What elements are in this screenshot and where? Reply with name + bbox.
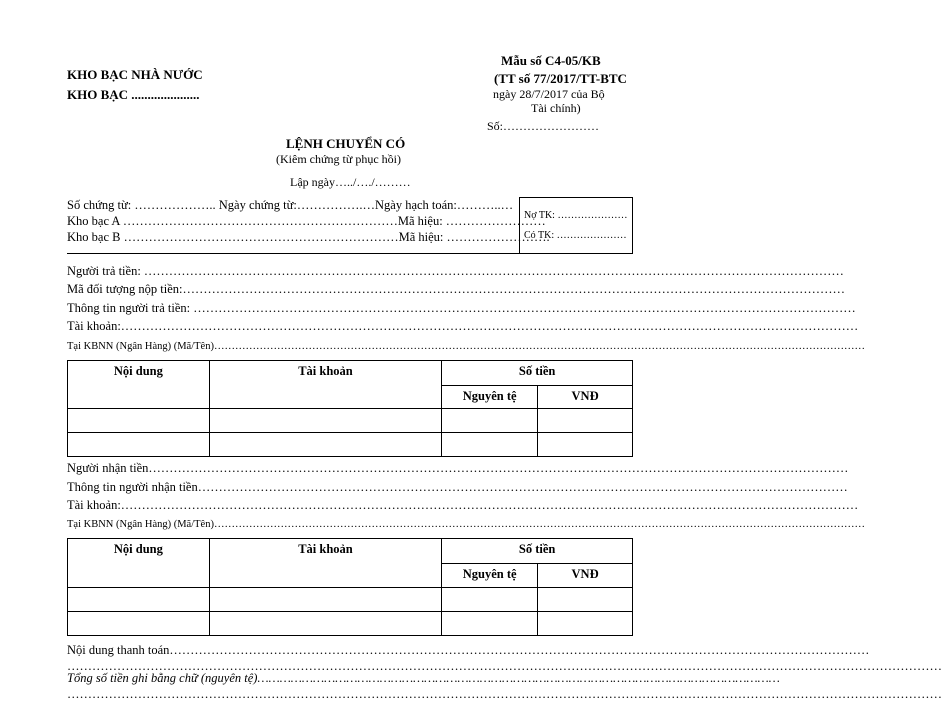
table-row bbox=[68, 588, 633, 612]
form-reference-line2: ngày 28/7/2017 của Bộ bbox=[493, 87, 605, 101]
table-header-account: Tài khoản bbox=[209, 361, 442, 409]
payer-info: Thông tin người trả tiền: …………………………………………………………………………………………………………………………………………… bbox=[67, 301, 856, 315]
table-header-content: Nội dung bbox=[68, 539, 210, 588]
credit-account: Có TK: ………………… bbox=[524, 230, 627, 241]
form-reference-line3: Tài chính) bbox=[531, 101, 581, 115]
payee-bank: Tại KBNN (Ngân Hàng) (Mã/Tên)…………………………………………………………………………………………………………………………………………………………………… bbox=[67, 519, 865, 530]
table-row bbox=[68, 612, 633, 636]
creation-date: Lập ngày…../…./……… bbox=[290, 175, 411, 189]
document-subtitle: (Kiêm chứng từ phục hồi) bbox=[276, 152, 401, 166]
payer-detail-table bbox=[67, 360, 633, 457]
payee-name: Người nhận tiền…………………………………………………………………………………………………………………………………………………… bbox=[67, 461, 849, 475]
table-header-vnd: VNĐ bbox=[538, 564, 633, 588]
table-row bbox=[68, 409, 633, 433]
payee-detail-table bbox=[67, 538, 633, 636]
form-reference-line1: (TT số 77/2017/TT-BTC bbox=[494, 71, 627, 86]
table-header-content: Nội dung bbox=[68, 361, 210, 409]
form-code: Mẫu số C4-05/KB bbox=[501, 53, 601, 68]
table-header-original-currency: Nguyên tệ bbox=[442, 386, 538, 409]
payer-account: Tài khoản:…………………………………………………………………………………………………………………………………………………………… bbox=[67, 319, 859, 333]
treasury-a-row: Kho bạc A …………………………………………………………Mã hiệu: …………………… bbox=[67, 214, 546, 228]
payer-code: Mã đối tượng nộp tiền:…………………………………………………………………………………………………………………………………………… bbox=[67, 282, 845, 296]
payee-info: Thông tin người nhận tiền………………………………………………………………………………………………………………………………………… bbox=[67, 480, 848, 494]
table-header-amount: Số tiền bbox=[442, 539, 633, 564]
divider bbox=[67, 253, 519, 254]
table-header-original-currency: Nguyên tệ bbox=[442, 564, 538, 588]
org-name: KHO BẠC NHÀ NƯỚC bbox=[67, 67, 203, 82]
total-in-words: Tổng số tiền ghi bằng chữ (nguyên tệ)…………………………………………………………………………………………………………………………… bbox=[67, 671, 780, 685]
payer-bank: Tại KBNN (Ngân Hàng) (Mã/Tên)…………………………………………………………………………………………………………………………………………………………………… bbox=[67, 341, 865, 352]
payer-name: Người trả tiền: …………………………………………………………………………………………………………………………………………………… bbox=[67, 264, 844, 278]
treasury-b-row: Kho bạc B …………………………………………………………Mã hiệu: ……………………. bbox=[67, 230, 550, 244]
table-header-amount: Số tiền bbox=[442, 361, 633, 386]
total-in-words-continued: ………………………………………………………………………………………………………………………………………………………………………………………… bbox=[67, 687, 942, 701]
payment-content: Nội dung thanh toán…………………………………………………………………………………………………………………………………………………… bbox=[67, 643, 870, 657]
document-title: LỆNH CHUYỂN CÓ bbox=[286, 136, 406, 151]
org-branch: KHO BẠC ..................... bbox=[67, 87, 200, 102]
table-header-vnd: VNĐ bbox=[538, 386, 633, 409]
payee-account: Tài khoản:…………………………………………………………………………………………………………………………………………………………… bbox=[67, 498, 859, 512]
account-box bbox=[519, 197, 633, 254]
document-number: Số:…………………… bbox=[487, 119, 600, 133]
table-row bbox=[68, 433, 633, 457]
debit-account: Nợ TK: ………………… bbox=[524, 210, 628, 221]
payment-content-continued: ………………………………………………………………………………………………………………………………………………………………………………………… bbox=[67, 659, 942, 673]
table-header-account: Tài khoản bbox=[209, 539, 442, 588]
voucher-info-row: Số chứng từ: ……………….. Ngày chứng từ:…………….…Ngày hạch toán:………..… bbox=[67, 198, 514, 212]
